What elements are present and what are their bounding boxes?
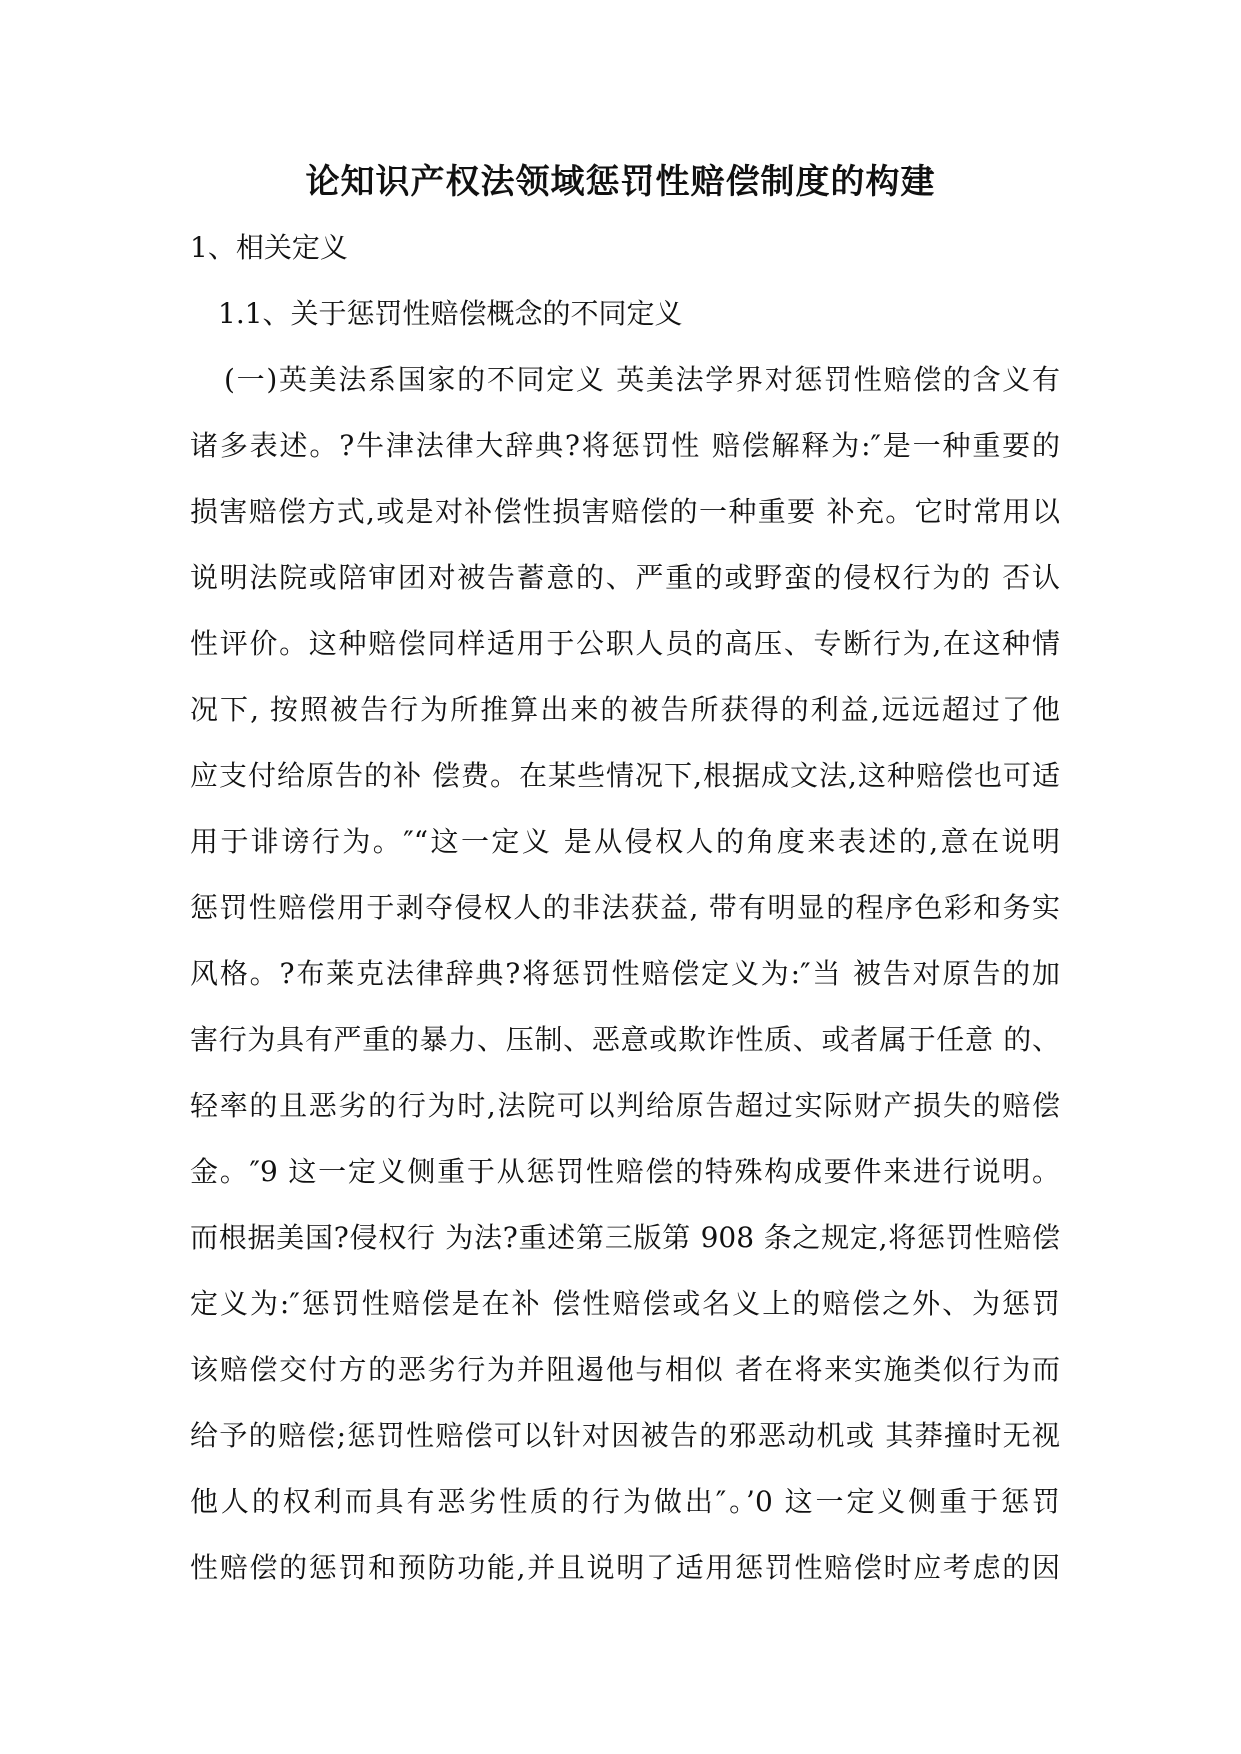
paragraph-line: 说明法院或陪审团对被告蓄意的、严重的或野蛮的侵权行为的 否认 [190,561,1060,594]
section-heading-1: 1、相关定义 [190,231,348,264]
paragraph-line: 况下, 按照被告行为所推算出来的被告所获得的利益,远远超过了他 [190,693,1060,726]
paragraph-line: 金。″9 这一定义侧重于从惩罚性赔偿的特殊构成要件来进行说明。 [190,1155,1060,1188]
paragraph-line: 风格。?布莱克法律辞典?将惩罚性赔偿定义为:″当 被告对原告的加 [190,957,1060,990]
paragraph-line: 而根据美国?侵权行 为法?重述第三版第 908 条之规定,将惩罚性赔偿 [190,1221,1060,1254]
paragraph-line: 用于诽谤行为。″“这一定义 是从侵权人的角度来表述的,意在说明 [190,825,1060,858]
body-paragraph [190,358,1060,1612]
paragraph-line: 该赔偿交付方的恶劣行为并阻遏他与相似 者在将来实施类似行为而 [190,1353,1060,1386]
paragraph-line: 轻率的且恶劣的行为时,法院可以判给原告超过实际财产损失的赔偿 [190,1089,1060,1122]
paragraph-line: 他人的权利而具有恶劣性质的行为做出″。’0 这一定义侧重于惩罚 [190,1485,1060,1518]
paragraph-line: 性评价。这种赔偿同样适用于公职人员的高压、专断行为,在这种情 [190,627,1060,660]
paragraph-line: 定义为:″惩罚性赔偿是在补 偿性赔偿或名义上的赔偿之外、为惩罚 [190,1287,1060,1320]
paragraph-line: (一)英美法系国家的不同定义 英美法学界对惩罚性赔偿的含义有 [224,363,1060,396]
section-heading-1-1: 1.1、关于惩罚性赔偿概念的不同定义 [218,297,683,330]
paragraph-line: 给予的赔偿;惩罚性赔偿可以针对因被告的邪恶动机或 其莽撞时无视 [190,1419,1060,1452]
paragraph-line: 害行为具有严重的暴力、压制、恶意或欺诈性质、或者属于任意 的、 [190,1023,1060,1056]
paragraph-line: 惩罚性赔偿用于剥夺侵权人的非法获益, 带有明显的程序色彩和务实 [190,891,1060,924]
paragraph-line: 诸多表述。?牛津法律大辞典?将惩罚性 赔偿解释为:″是一种重要的 [190,429,1060,462]
paragraph-line: 性赔偿的惩罚和预防功能,并且说明了适用惩罚性赔偿时应考虑的因 [190,1551,1060,1584]
paragraph-line: 应支付给原告的补 偿费。在某些情况下,根据成文法,这种赔偿也可适 [190,759,1060,792]
document-title: 论知识产权法领域惩罚性赔偿制度的构建 [305,162,936,202]
paragraph-line: 损害赔偿方式,或是对补偿性损害赔偿的一种重要 补充。它时常用以 [190,495,1060,528]
